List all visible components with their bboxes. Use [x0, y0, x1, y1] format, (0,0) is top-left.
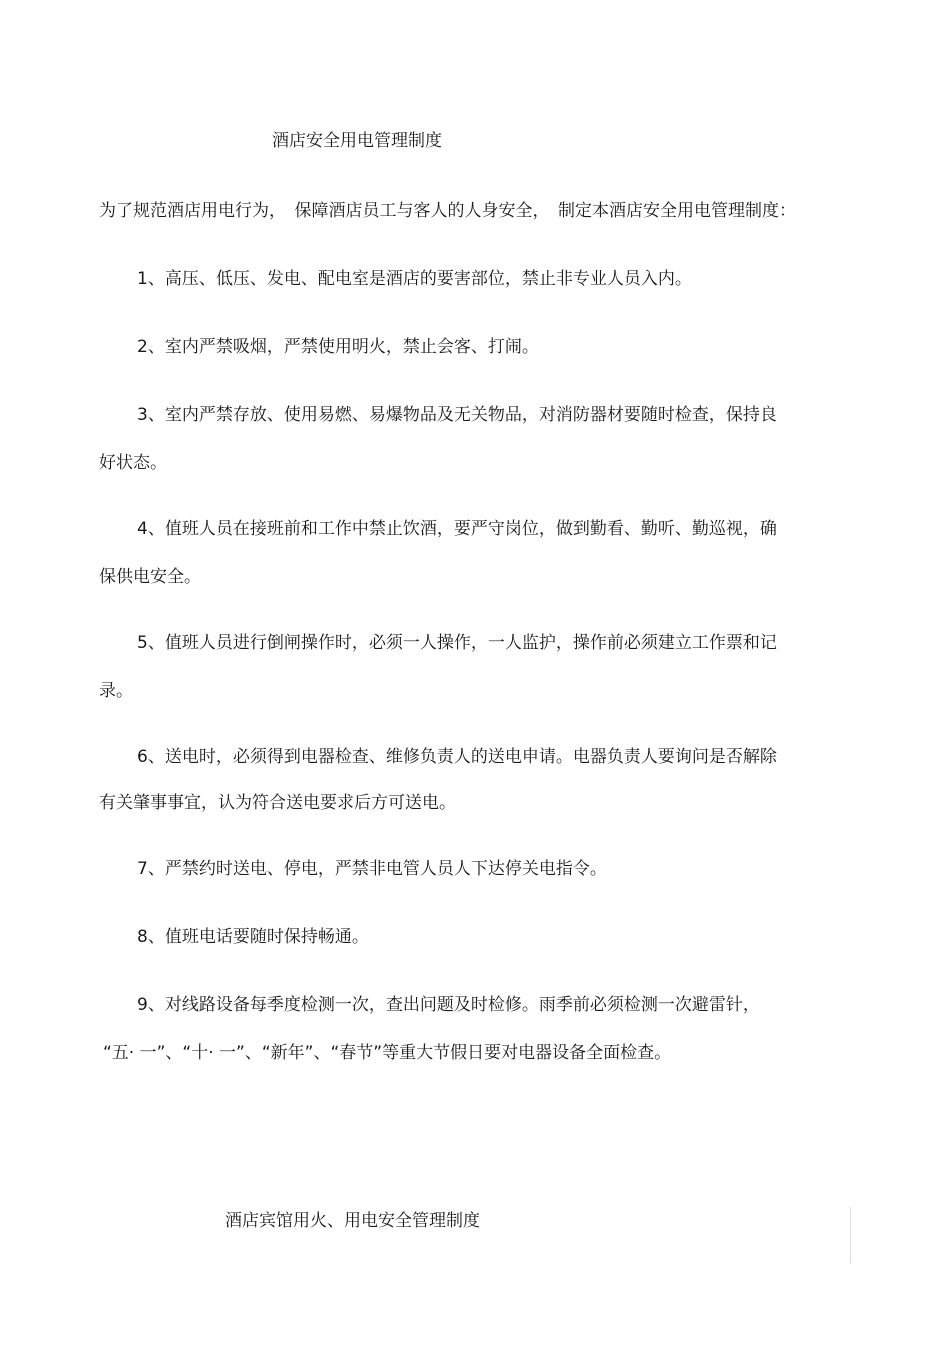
rule-item-8: 8、值班电话要随时保持畅通。	[137, 927, 369, 947]
rule-item-5: 5、值班人员进行倒闸操作时，必须一人操作，一人监护，操作前必须建立工作票和记	[137, 633, 777, 653]
rule-item-6-continued: 有关肇事事宜，认为符合送电要求后方可送电。	[99, 793, 456, 813]
rule-item-5-continued: 录。	[99, 681, 133, 701]
second-document-title: 酒店宾馆用火、用电安全管理制度	[225, 1211, 480, 1231]
rule-item-4-continued: 保供电安全。	[99, 567, 201, 587]
intro-paragraph: 为了规范酒店用电行为， 保障酒店员工与客人的人身安全， 制定本酒店安全用电管理制度：	[99, 201, 796, 221]
rule-item-2: 2、室内严禁吸烟，严禁使用明火，禁止会客、打闹。	[137, 337, 539, 357]
document-title: 酒店安全用电管理制度	[272, 131, 442, 151]
rule-item-1: 1、高压、低压、发电、配电室是酒店的要害部位，禁止非专业人员入内。	[137, 269, 692, 289]
page-edge-divider	[850, 1207, 851, 1263]
rule-item-9: 9、对线路设备每季度检测一次，查出问题及时检修。雨季前必须检测一次避雷针，	[137, 995, 760, 1015]
rule-item-3: 3、室内严禁存放、使用易燃、易爆物品及无关物品，对消防器材要随时检查，保持良	[137, 405, 777, 425]
rule-item-9-continued: “五· 一”、“十· 一”、“新年”、“春节”等重大节假日要对电器设备全面检查。	[103, 1043, 672, 1063]
rule-item-4: 4、值班人员在接班前和工作中禁止饮酒，要严守岗位，做到勤看、勤听、勤巡视，确	[137, 519, 777, 539]
rule-item-6: 6、送电时，必须得到电器检查、维修负责人的送电申请。电器负责人要询问是否解除	[137, 747, 777, 767]
rule-item-3-continued: 好状态。	[99, 453, 167, 473]
rule-item-7: 7、严禁约时送电、停电，严禁非电管人员人下达停关电指令。	[137, 859, 607, 879]
